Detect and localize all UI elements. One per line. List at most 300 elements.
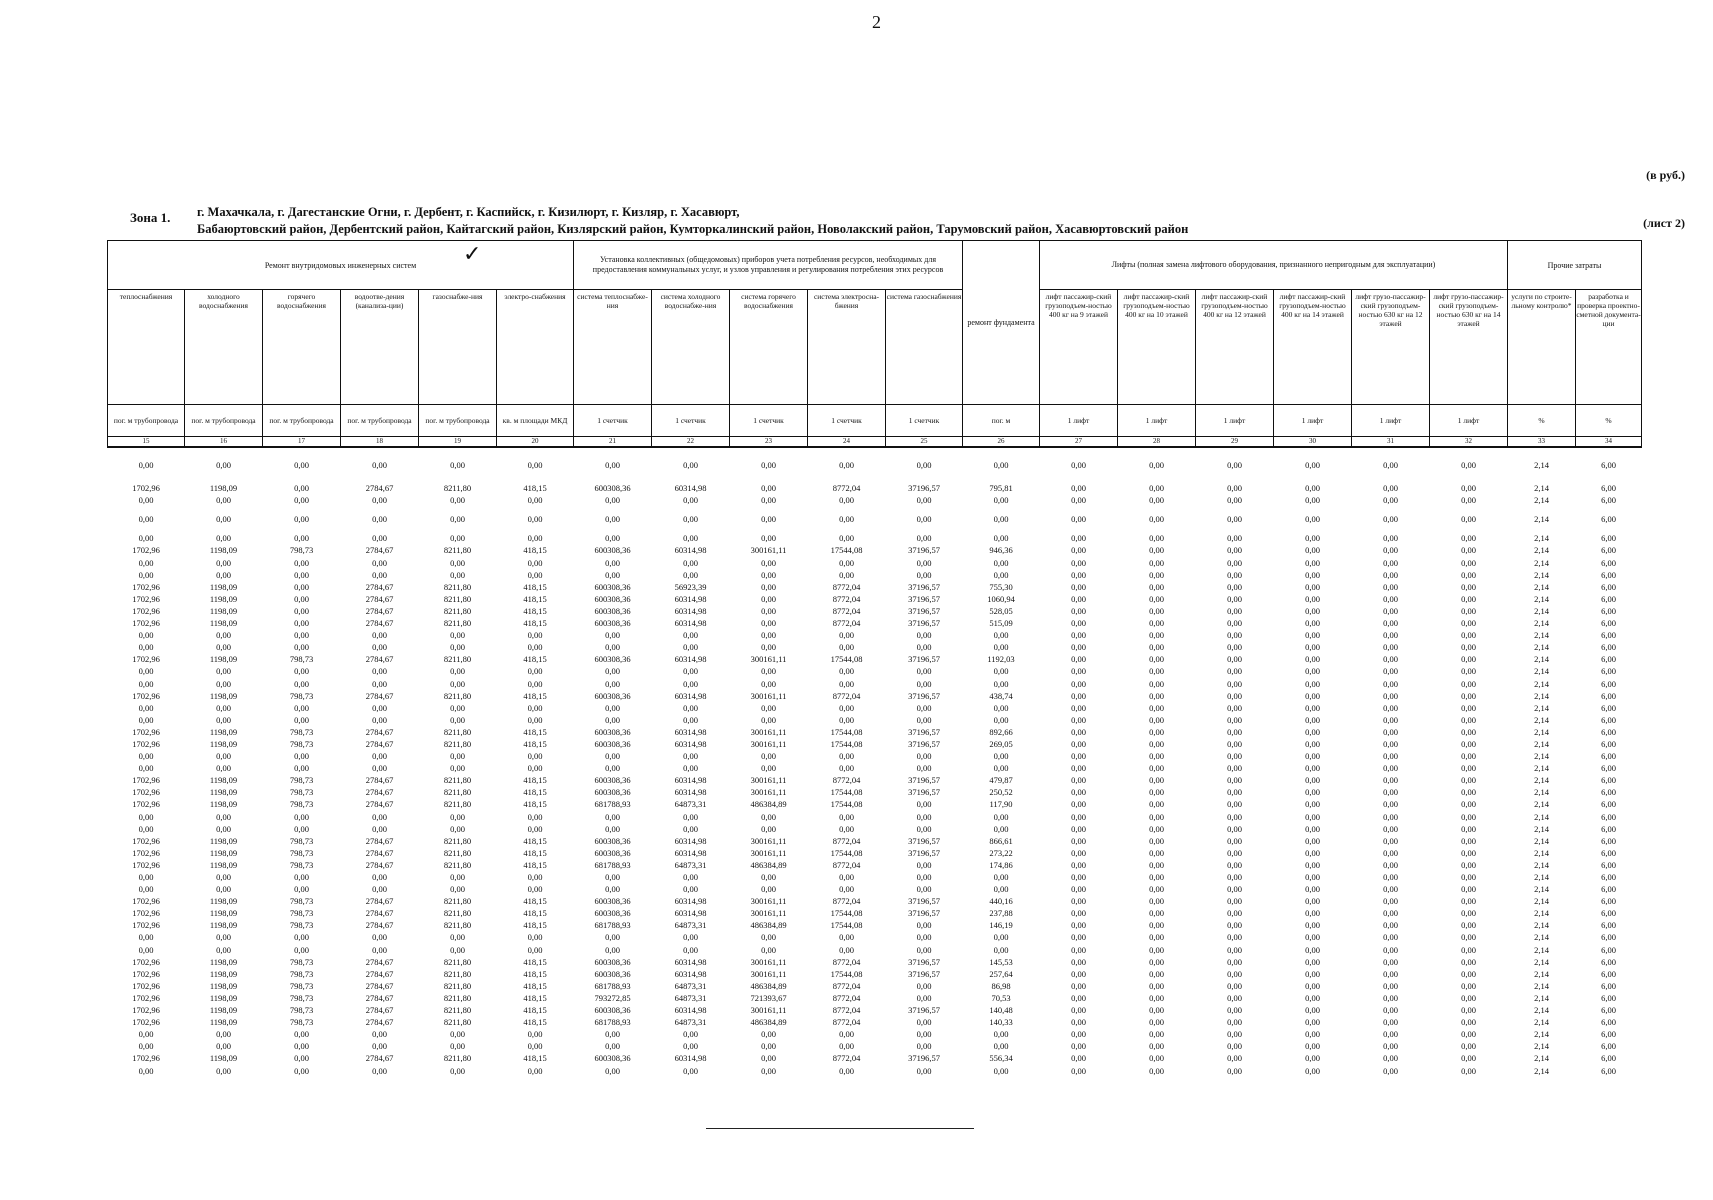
- table-cell: 0,00: [605, 1041, 620, 1052]
- table-cell: 64873,31: [674, 1017, 707, 1028]
- table-cell: 2,14: [1534, 859, 1549, 870]
- table-cell: 0,00: [1149, 1041, 1164, 1052]
- table-cell: 0,00: [1071, 872, 1086, 882]
- table-cell: 117,90: [989, 799, 1013, 810]
- table-cell: 2784,67: [365, 920, 394, 931]
- table-cell: 0,00: [761, 618, 776, 629]
- table-cell: 0,00: [1461, 787, 1476, 798]
- row-spacer: [108, 471, 1642, 482]
- table-cell: 0,00: [1461, 884, 1476, 895]
- table-cell: 0,00: [1461, 618, 1476, 629]
- table-cell: 300161,11: [750, 896, 787, 907]
- table-cell: 8211,80: [443, 1053, 472, 1064]
- table-cell: 0,00: [1071, 884, 1086, 895]
- table-cell: 0,00: [1305, 714, 1320, 725]
- table-cell: 0,00: [761, 483, 776, 494]
- table-cell: 300161,11: [750, 968, 787, 979]
- table-cell: 0,00: [605, 557, 620, 568]
- column-header: система горячего водоснабжения: [730, 290, 808, 405]
- table-cell: 8211,80: [443, 908, 472, 919]
- table-cell: 600308,36: [594, 738, 631, 749]
- table-cell: 600308,36: [594, 726, 631, 737]
- table-cell: 37196,57: [908, 896, 940, 907]
- table-cell: 0,00: [761, 514, 776, 525]
- table-cell: 0,00: [1149, 605, 1164, 616]
- table-cell: 0,00: [1071, 799, 1086, 810]
- table-cell: 2,14: [1534, 738, 1549, 749]
- table-cell: 6,00: [1601, 460, 1616, 470]
- table-cell: 0,00: [1305, 847, 1320, 858]
- table-cell: 0,00: [1305, 751, 1320, 762]
- table-cell: 17544,08: [830, 726, 863, 737]
- table-cell: 0,00: [761, 533, 776, 544]
- table-cell: 0,00: [1227, 690, 1242, 701]
- table-cell: 8211,80: [443, 605, 472, 616]
- table-cell: 0,00: [527, 884, 543, 895]
- table-cell: 0,00: [761, 678, 776, 689]
- table-cell: 0,00: [1071, 968, 1086, 979]
- table-cell: 0,00: [1461, 751, 1476, 762]
- table-row: [108, 847, 1642, 859]
- table-cell: 8211,80: [443, 1005, 472, 1016]
- table-cell: 0,00: [1383, 483, 1398, 494]
- table-cell: 0,00: [372, 1041, 387, 1052]
- table-cell: 0,00: [527, 714, 543, 725]
- table-cell: 0,00: [1149, 992, 1164, 1003]
- table-cell: 0,00: [1071, 811, 1086, 822]
- table-cell: 8211,80: [443, 581, 472, 592]
- table-cell: 1198,09: [209, 1017, 238, 1028]
- table-cell: 0,00: [294, 642, 309, 653]
- table-cell: 0,00: [605, 714, 620, 725]
- table-cell: 0,00: [761, 1053, 776, 1064]
- table-cell: 0,00: [450, 495, 465, 506]
- table-cell: 2,14: [1534, 799, 1549, 810]
- table-cell: 0,00: [761, 495, 776, 506]
- table-cell: 0,00: [1149, 690, 1164, 701]
- table-cell: 0,00: [294, 514, 309, 525]
- sheet-number-note: (лист 2): [1643, 216, 1685, 230]
- table-cell: 798,73: [289, 799, 314, 810]
- table-cell: 0,00: [916, 702, 932, 713]
- table-cell: 0,00: [916, 920, 932, 931]
- table-cell: 0,00: [1149, 1017, 1164, 1028]
- table-cell: 0,00: [916, 1041, 932, 1052]
- table-cell: 440,16: [989, 896, 1013, 907]
- table-cell: 0,00: [1227, 569, 1242, 580]
- table-cell: 37196,57: [908, 618, 940, 629]
- table-cell: 60314,98: [674, 1053, 707, 1064]
- table-cell: 6,00: [1601, 581, 1616, 592]
- group-lifts: Лифты (полная замена лифтового оборудования, признанного непригодным для эксплуатации): [1040, 241, 1508, 290]
- table-cell: 0,00: [1383, 630, 1398, 641]
- table-cell: 6,00: [1601, 642, 1616, 653]
- table-cell: 6,00: [1601, 714, 1616, 725]
- table-cell: 6,00: [1601, 944, 1616, 955]
- table-cell: 0,00: [1227, 908, 1242, 919]
- table-cell: 0,00: [839, 569, 854, 580]
- table-cell: 8772,04: [832, 483, 861, 494]
- table-cell: 1198,09: [209, 847, 238, 858]
- footer-rule: [706, 1128, 974, 1129]
- table-cell: 0,00: [527, 702, 543, 713]
- table-cell: 6,00: [1601, 605, 1616, 616]
- table-cell: 60314,98: [674, 726, 707, 737]
- table-cell: 8211,80: [443, 980, 472, 991]
- table-cell: 0,00: [138, 569, 154, 580]
- table-cell: 0,00: [372, 714, 387, 725]
- column-unit: пог. м трубопровода: [263, 405, 341, 437]
- table-cell: 0,00: [1071, 980, 1086, 991]
- table-cell: 0,00: [1071, 557, 1086, 568]
- col-foundation-repair: ремонт фундамента: [963, 241, 1040, 405]
- table-cell: 1702,96: [132, 775, 160, 786]
- table-cell: 0,00: [1461, 1053, 1476, 1064]
- table-cell: 0,00: [683, 678, 698, 689]
- table-cell: 6,00: [1601, 775, 1616, 786]
- table-cell: 60314,98: [674, 545, 707, 556]
- table-cell: 0,00: [1383, 581, 1398, 592]
- column-number: 33: [1508, 437, 1576, 448]
- table-row: [108, 823, 1642, 835]
- table-cell: 0,00: [294, 495, 309, 506]
- table-cell: 0,00: [1461, 835, 1476, 846]
- column-unit: 1 лифт: [1040, 405, 1118, 437]
- table-cell: 0,00: [1149, 859, 1164, 870]
- table-cell: 0,00: [605, 751, 620, 762]
- table-cell: 600308,36: [594, 654, 631, 665]
- column-header: холодного водоснабжения: [185, 290, 263, 405]
- table-cell: 6,00: [1601, 654, 1616, 665]
- table-cell: 8772,04: [832, 956, 861, 967]
- table-row: [108, 931, 1642, 943]
- table-cell: 0,00: [372, 944, 387, 955]
- table-cell: 0,00: [1149, 618, 1164, 629]
- table-cell: 6,00: [1601, 702, 1616, 713]
- table-cell: 6,00: [1601, 690, 1616, 701]
- table-cell: 600308,36: [594, 908, 631, 919]
- table-cell: 0,00: [1461, 992, 1476, 1003]
- table-cell: 1702,96: [132, 992, 160, 1003]
- table-cell: 0,00: [1383, 557, 1398, 568]
- table-cell: 1198,09: [209, 726, 238, 737]
- table-cell: 0,00: [993, 823, 1009, 834]
- table-cell: 793272,85: [594, 992, 631, 1003]
- table-cell: 0,00: [916, 714, 932, 725]
- table-cell: 1702,96: [132, 1053, 160, 1064]
- table-cell: 600308,36: [594, 1005, 631, 1016]
- table-cell: 0,00: [761, 581, 776, 592]
- table-cell: 0,00: [527, 763, 543, 774]
- table-row: [108, 665, 1642, 677]
- table-cell: 0,00: [138, 1029, 154, 1040]
- table-cell: 479,87: [989, 775, 1013, 786]
- table-cell: 0,00: [1227, 763, 1242, 774]
- column-unit: кв. м площади МКД: [497, 405, 574, 437]
- table-row: [108, 690, 1642, 702]
- table-cell: 798,73: [289, 920, 314, 931]
- table-cell: 0,00: [1461, 483, 1476, 494]
- table-cell: 755,30: [989, 581, 1013, 592]
- header-column-row: [108, 290, 1642, 405]
- table-cell: 0,00: [1305, 896, 1320, 907]
- table-cell: 0,00: [1149, 545, 1164, 556]
- table-cell: 0,00: [1071, 1005, 1086, 1016]
- table-cell: 0,00: [1461, 557, 1476, 568]
- table-cell: 600308,36: [594, 968, 631, 979]
- table-cell: 0,00: [1461, 944, 1476, 955]
- spacer-cell: [108, 525, 1642, 532]
- column-number: 15: [108, 437, 185, 448]
- table-cell: 60314,98: [674, 956, 707, 967]
- table-cell: 0,00: [1071, 605, 1086, 616]
- table-cell: 418,15: [523, 835, 547, 846]
- table-cell: 418,15: [523, 483, 547, 494]
- table-cell: 798,73: [289, 726, 314, 737]
- header-group-row: [108, 241, 1642, 290]
- table-cell: 0,00: [993, 557, 1009, 568]
- table-cell: 0,00: [993, 932, 1009, 943]
- table-cell: 600308,36: [594, 896, 631, 907]
- table-cell: 0,00: [1305, 654, 1320, 665]
- table-cell: 0,00: [372, 514, 387, 525]
- table-cell: 2784,67: [365, 835, 394, 846]
- table-cell: 0,00: [761, 811, 776, 822]
- table-cell: 1198,09: [209, 775, 238, 786]
- table-cell: 0,00: [1383, 787, 1398, 798]
- table-cell: 0,00: [683, 642, 698, 653]
- table-cell: 146,19: [989, 920, 1013, 931]
- table-cell: 0,00: [450, 1029, 465, 1040]
- table-cell: 0,00: [1461, 460, 1476, 470]
- table-cell: 0,00: [1461, 605, 1476, 616]
- table-cell: 0,00: [1227, 483, 1242, 494]
- table-cell: 0,00: [450, 714, 465, 725]
- table-cell: 0,00: [1227, 1005, 1242, 1016]
- table-cell: 0,00: [1227, 654, 1242, 665]
- table-cell: 2,14: [1534, 678, 1549, 689]
- table-cell: 0,00: [1305, 605, 1320, 616]
- table-cell: 0,00: [294, 1029, 309, 1040]
- table-cell: 0,00: [1227, 593, 1242, 604]
- table-cell: 0,00: [605, 823, 620, 834]
- table-cell: 2784,67: [365, 859, 394, 870]
- table-row: [108, 569, 1642, 581]
- table-cell: 300161,11: [750, 775, 787, 786]
- table-cell: 0,00: [683, 1029, 698, 1040]
- table-cell: 0,00: [1305, 835, 1320, 846]
- table-cell: 0,00: [1227, 581, 1242, 592]
- table-cell: 798,73: [289, 992, 314, 1003]
- table-cell: 300161,11: [750, 835, 787, 846]
- table-cell: 2,14: [1534, 920, 1549, 931]
- table-cell: 0,00: [1305, 775, 1320, 786]
- table-cell: 0,00: [450, 569, 465, 580]
- table-cell: 0,00: [993, 666, 1009, 677]
- table-cell: 0,00: [993, 1065, 1009, 1076]
- column-unit: %: [1576, 405, 1642, 437]
- table-cell: 0,00: [1305, 1041, 1320, 1052]
- table-cell: 0,00: [761, 702, 776, 713]
- table-cell: 0,00: [1461, 666, 1476, 677]
- table-cell: 0,00: [761, 884, 776, 895]
- table-cell: 0,00: [1461, 823, 1476, 834]
- table-row: [108, 907, 1642, 919]
- table-cell: 556,34: [989, 1053, 1013, 1064]
- table-cell: 0,00: [1227, 968, 1242, 979]
- table-header: [108, 241, 1642, 448]
- table-cell: 0,00: [839, 666, 854, 677]
- table-cell: 0,00: [916, 884, 932, 895]
- table-cell: 0,00: [1383, 678, 1398, 689]
- table-cell: 0,00: [916, 992, 932, 1003]
- table-cell: 600308,36: [594, 593, 631, 604]
- table-cell: 0,00: [839, 533, 854, 544]
- table-cell: 0,00: [993, 872, 1009, 882]
- table-cell: 0,00: [1461, 738, 1476, 749]
- table-cell: 0,00: [683, 702, 698, 713]
- table-cell: 300161,11: [750, 690, 787, 701]
- table-cell: 6,00: [1601, 1029, 1616, 1040]
- table-cell: 0,00: [294, 581, 309, 592]
- table-cell: 0,00: [1305, 1065, 1320, 1076]
- table-cell: 0,00: [839, 1029, 854, 1040]
- table-cell: 0,00: [1461, 1005, 1476, 1016]
- table-cell: 0,00: [605, 514, 620, 525]
- table-cell: 0,00: [683, 872, 698, 882]
- table-cell: 2,14: [1534, 514, 1549, 525]
- table-cell: 6,00: [1601, 823, 1616, 834]
- table-cell: 0,00: [527, 932, 543, 943]
- table-cell: 0,00: [761, 593, 776, 604]
- table-cell: 237,88: [989, 908, 1013, 919]
- table-cell: 0,00: [683, 763, 698, 774]
- table-cell: 0,00: [527, 460, 543, 470]
- table-cell: 0,00: [1305, 642, 1320, 653]
- table-cell: 0,00: [993, 630, 1009, 641]
- table-cell: 0,00: [1305, 495, 1320, 506]
- table-cell: 64873,31: [674, 992, 707, 1003]
- table-cell: 0,00: [1305, 763, 1320, 774]
- table-cell: 2784,67: [365, 593, 394, 604]
- table-cell: 17544,08: [830, 738, 863, 749]
- table-cell: 0,00: [294, 763, 309, 774]
- table-cell: 0,00: [1227, 702, 1242, 713]
- table-cell: 0,00: [450, 557, 465, 568]
- table-cell: 0,00: [916, 944, 932, 955]
- table-cell: 1198,09: [209, 835, 238, 846]
- table-cell: 0,00: [138, 702, 154, 713]
- table-cell: 0,00: [761, 1029, 776, 1040]
- table-cell: 600308,36: [594, 956, 631, 967]
- table-cell: 0,00: [1071, 642, 1086, 653]
- column-unit: пог. м: [963, 405, 1040, 437]
- table-cell: 0,00: [1383, 605, 1398, 616]
- table-row: [108, 605, 1642, 617]
- table-cell: 0,00: [683, 932, 698, 943]
- table-row: [108, 956, 1642, 968]
- table-cell: 0,00: [1149, 884, 1164, 895]
- table-cell: 798,73: [289, 968, 314, 979]
- table-cell: 6,00: [1601, 872, 1616, 882]
- column-number: 22: [652, 437, 730, 448]
- column-unit: 1 лифт: [1274, 405, 1352, 437]
- table-row: [108, 702, 1642, 714]
- table-cell: 2,14: [1534, 884, 1549, 895]
- table-cell: 0,00: [1383, 514, 1398, 525]
- table-cell: 1702,96: [132, 1005, 160, 1016]
- table-cell: 0,00: [761, 630, 776, 641]
- table-cell: 0,00: [1149, 1029, 1164, 1040]
- table-cell: 0,00: [1461, 581, 1476, 592]
- table-cell: 0,00: [216, 751, 231, 762]
- table-cell: 0,00: [839, 630, 854, 641]
- column-number: 23: [730, 437, 808, 448]
- table-cell: 0,00: [993, 1029, 1009, 1040]
- table-cell: 0,00: [138, 1041, 154, 1052]
- table-cell: 2,14: [1534, 980, 1549, 991]
- table-cell: 0,00: [372, 666, 387, 677]
- table-cell: 0,00: [450, 460, 465, 470]
- table-cell: 0,00: [138, 763, 154, 774]
- table-cell: 1702,96: [132, 859, 160, 870]
- table-cell: 0,00: [1227, 642, 1242, 653]
- table-cell: 0,00: [216, 495, 231, 506]
- table-cell: 600308,36: [594, 618, 631, 629]
- table-cell: 892,66: [989, 726, 1013, 737]
- table-cell: 0,00: [1227, 835, 1242, 846]
- table-cell: 0,00: [839, 495, 854, 506]
- header-unit-row: [108, 405, 1642, 437]
- table-cell: 0,00: [683, 666, 698, 677]
- table-cell: 0,00: [1227, 714, 1242, 725]
- table-cell: 0,00: [1305, 968, 1320, 979]
- table-cell: 0,00: [839, 763, 854, 774]
- table-cell: 600308,36: [594, 483, 631, 494]
- table-cell: 0,00: [1383, 460, 1398, 470]
- table-cell: 17544,08: [830, 787, 863, 798]
- table-row: [108, 786, 1642, 798]
- table-cell: 0,00: [1383, 726, 1398, 737]
- table-cell: 300161,11: [750, 956, 787, 967]
- table-cell: 0,00: [1071, 1053, 1086, 1064]
- table-cell: 2,14: [1534, 944, 1549, 955]
- table-cell: 0,00: [1227, 944, 1242, 955]
- column-number: 16: [185, 437, 263, 448]
- row-spacer: [108, 447, 1642, 459]
- table-cell: 0,00: [1149, 908, 1164, 919]
- table-cell: 0,00: [1227, 980, 1242, 991]
- table-cell: 0,00: [605, 1029, 620, 1040]
- table-cell: 0,00: [1149, 738, 1164, 749]
- table-cell: 6,00: [1601, 678, 1616, 689]
- table-row: [108, 835, 1642, 847]
- table-cell: 681788,93: [594, 799, 631, 810]
- table-cell: 0,00: [1305, 992, 1320, 1003]
- table-cell: 0,00: [1461, 811, 1476, 822]
- table-cell: 0,00: [605, 460, 620, 470]
- table-cell: 0,00: [1305, 726, 1320, 737]
- table-cell: 600308,36: [594, 581, 631, 592]
- table-cell: 0,00: [993, 714, 1009, 725]
- table-cell: 0,00: [372, 642, 387, 653]
- table-cell: 0,00: [993, 642, 1009, 653]
- table-cell: 0,00: [1227, 1065, 1242, 1076]
- table-cell: 0,00: [993, 1041, 1009, 1052]
- table-cell: 0,00: [683, 884, 698, 895]
- column-unit: 1 счетчик: [808, 405, 886, 437]
- table-cell: 486384,89: [750, 980, 787, 991]
